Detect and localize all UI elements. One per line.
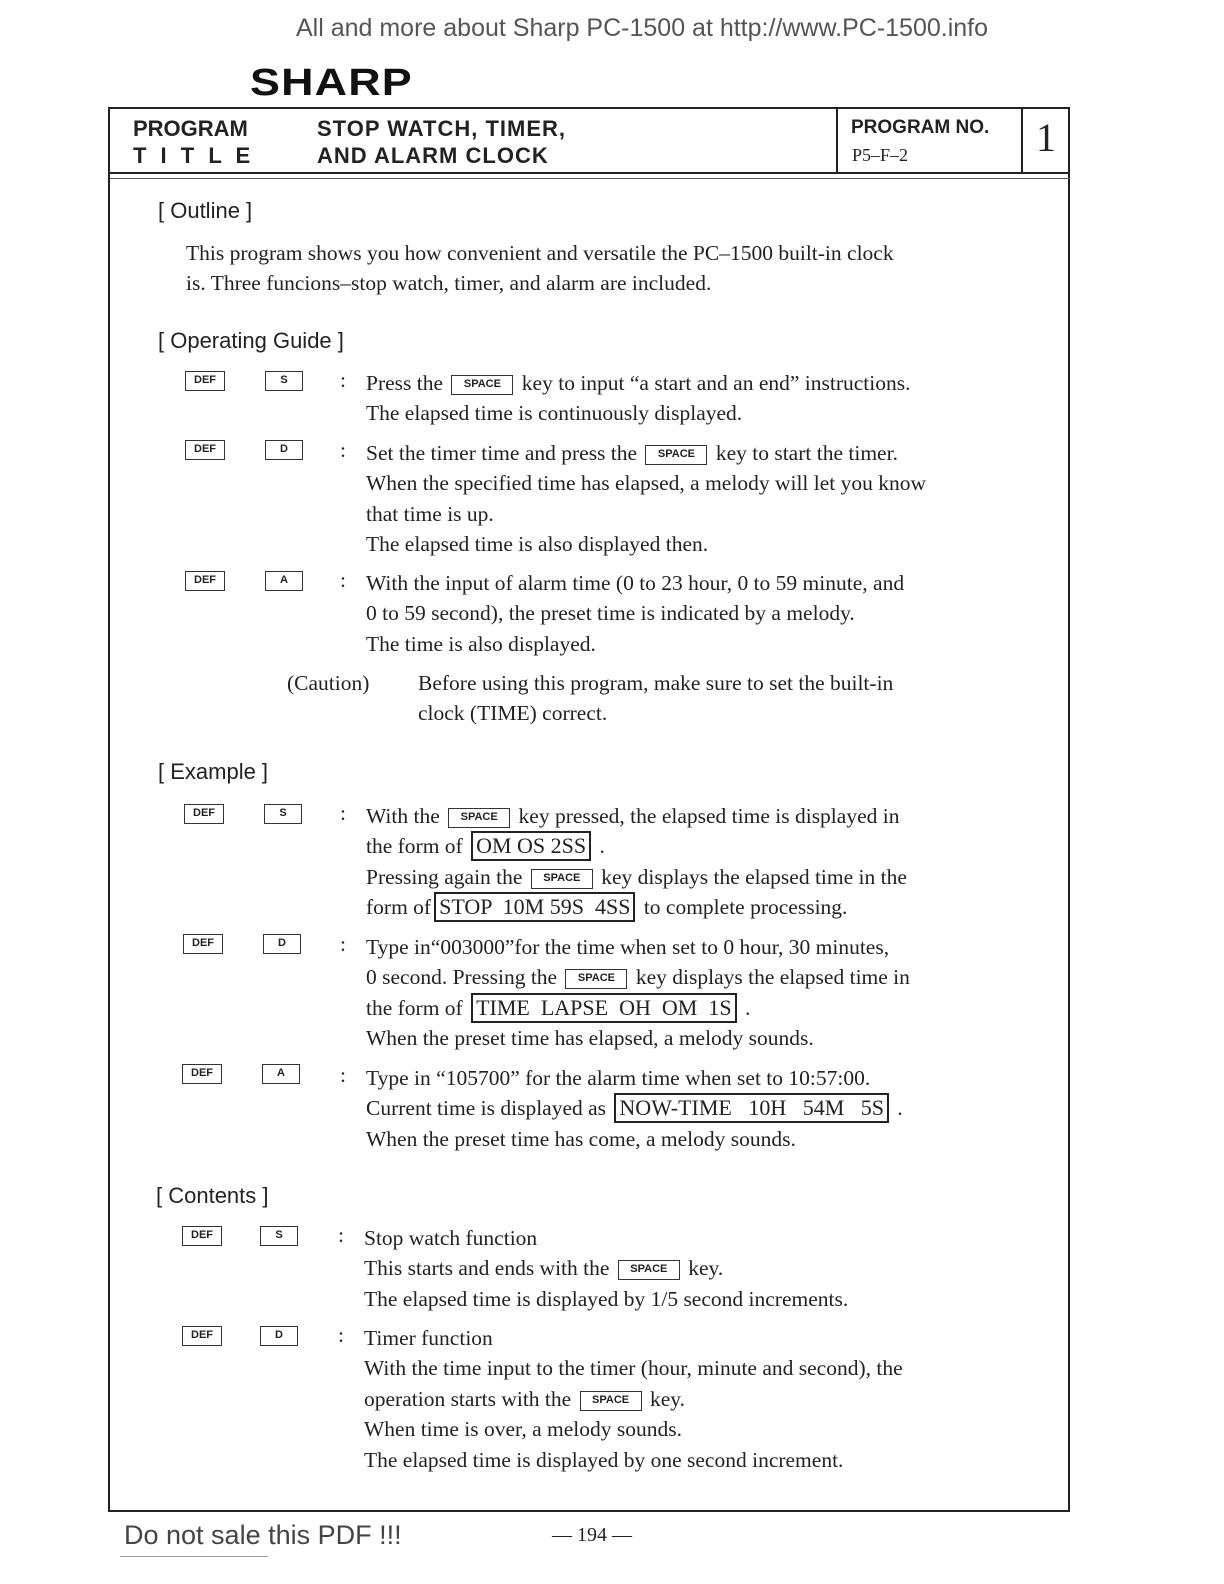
text: key. xyxy=(688,1256,724,1281)
program-code: P5–F–2 xyxy=(852,145,909,165)
text: the form of xyxy=(366,995,463,1020)
text: Stop watch function xyxy=(364,1226,538,1250)
text: When the preset time has come, a melody sounds. xyxy=(366,1126,796,1151)
example-heading: [ Example ] xyxy=(158,759,269,784)
example-keys-d xyxy=(183,934,223,954)
caution-label: (Caution) xyxy=(287,671,370,695)
text: The elapsed time is also displayed then. xyxy=(366,532,709,557)
guide-key-a-wrap xyxy=(265,571,303,591)
outline-line2: is. Three funcions–stop watch, timer, and alarm are included. xyxy=(186,271,712,295)
guide-keys-s xyxy=(185,371,225,391)
contents-key-s-wrap xyxy=(260,1226,298,1246)
colon: : xyxy=(340,368,346,392)
text: With the time input to the timer (hour, minute and second), the xyxy=(364,1356,903,1381)
program-title-line2: AND ALARM CLOCK xyxy=(317,143,549,168)
def-key: DEF xyxy=(182,1326,222,1346)
colon: : xyxy=(340,932,346,956)
space-key: SPACE xyxy=(618,1260,680,1280)
def-key: DEF xyxy=(183,934,223,954)
display-readout: NOW-TIME 10H 54M 5S xyxy=(614,1093,889,1123)
display-readout: TIME LAPSE OH OM 1S xyxy=(471,993,736,1023)
text: The elapsed time is continuously displayed. xyxy=(366,401,743,426)
s-key: S xyxy=(264,804,302,824)
space-key: SPACE xyxy=(645,445,707,465)
text: 0 to 59 second), the preset time is indicated by a melody. xyxy=(366,601,855,626)
contents-d-desc xyxy=(364,1323,1024,1475)
contents-keys-s xyxy=(182,1226,222,1246)
colon: : xyxy=(340,438,346,462)
space-key: SPACE xyxy=(451,375,513,395)
text: Set the timer time and press the xyxy=(366,441,638,465)
text: operation starts with the xyxy=(364,1386,572,1411)
footer-underline xyxy=(120,1556,268,1557)
def-key: DEF xyxy=(185,440,225,460)
header-col-divider xyxy=(1021,109,1023,172)
page-number: — 194 — xyxy=(552,1524,632,1546)
example-d-desc xyxy=(366,932,1026,1054)
def-key: DEF xyxy=(185,571,225,591)
def-key: DEF xyxy=(182,1226,222,1246)
program-number: 1 xyxy=(1036,115,1056,160)
text: key displays the elapsed time in the xyxy=(601,864,907,889)
text: 0 second. Pressing the xyxy=(366,965,558,990)
guide-s-desc xyxy=(366,368,1026,429)
example-a-desc xyxy=(366,1063,1026,1154)
program-title-line1: STOP WATCH, TIMER, xyxy=(317,116,567,141)
guide-keys-d xyxy=(185,440,225,460)
outline-line1: This program shows you how convenient and versatile the PC–1500 built-in clock xyxy=(186,241,894,265)
text: form of xyxy=(366,895,432,920)
text: to complete processing. xyxy=(643,895,848,920)
display-readout: OM OS 2SS xyxy=(471,831,591,861)
header-divider xyxy=(110,172,1070,174)
text: Timer function xyxy=(364,1326,493,1350)
example-keys-a xyxy=(182,1064,222,1084)
example-s-desc xyxy=(366,801,1026,923)
text: key displays the elapsed time in xyxy=(635,965,910,990)
program-no-label: PROGRAM NO. xyxy=(851,117,990,138)
text: key pressed, the elapsed time is displayed in xyxy=(518,804,900,828)
contents-s-desc xyxy=(364,1223,1024,1314)
colon: : xyxy=(338,1323,344,1347)
text: This starts and ends with the xyxy=(364,1256,610,1281)
text: that time is up. xyxy=(366,501,494,526)
text: Type in “105700” for the alarm time when set to 10:57:00. xyxy=(366,1066,871,1090)
title-label: T I T L E xyxy=(133,143,255,168)
guide-d-desc xyxy=(366,438,1026,560)
a-key: A xyxy=(262,1064,300,1084)
text: Pressing again the xyxy=(366,864,523,889)
s-key: S xyxy=(260,1226,298,1246)
footer-note: Do not sale this PDF !!! xyxy=(124,1520,402,1550)
text: key. xyxy=(649,1386,685,1411)
def-key: DEF xyxy=(184,804,224,824)
text: When the specified time has elapsed, a melody will let you know xyxy=(366,471,927,496)
text: . xyxy=(897,1096,903,1121)
text: The time is also displayed. xyxy=(366,631,596,656)
sharp-logo: SHARP xyxy=(250,62,413,104)
text: key to start the timer. xyxy=(715,441,898,465)
text: the form of xyxy=(366,834,463,859)
text: The elapsed time is displayed by 1/5 second increments. xyxy=(364,1286,849,1311)
space-key: SPACE xyxy=(531,869,593,889)
outline-heading: [ Outline ] xyxy=(158,198,253,223)
contents-key-d-wrap xyxy=(260,1326,298,1346)
colon: : xyxy=(340,801,346,825)
operating-guide-heading: [ Operating Guide ] xyxy=(158,328,344,353)
text: Current time is displayed as xyxy=(366,1096,607,1121)
example-keys-s xyxy=(184,804,224,824)
text: Press the xyxy=(366,371,444,395)
text: When the preset time has elapsed, a melody sounds. xyxy=(366,1026,814,1051)
space-key: SPACE xyxy=(580,1391,642,1411)
d-key: D xyxy=(260,1326,298,1346)
example-key-a-wrap xyxy=(262,1064,300,1084)
program-label: PROGRAM xyxy=(133,116,248,141)
display-readout: STOP 10M 59S 4SS xyxy=(434,892,635,922)
text: Type in“003000”for the time when set to 0 hour, 30 minutes, xyxy=(366,935,890,959)
site-note: All and more about Sharp PC-1500 at http://www.PC-1500.info xyxy=(295,14,989,42)
guide-keys-a xyxy=(185,571,225,591)
def-key: DEF xyxy=(182,1064,222,1084)
contents-heading: [ Contents ] xyxy=(156,1183,269,1208)
text: With the input of alarm time (0 to 23 hour, 0 to 59 minute, and xyxy=(366,571,905,595)
text: When time is over, a melody sounds. xyxy=(364,1417,682,1442)
caution-line1: Before using this program, make sure to set the built-in xyxy=(418,671,894,695)
guide-a-desc xyxy=(366,568,1026,659)
caution-line2: clock (TIME) correct. xyxy=(418,701,608,725)
guide-key-s-wrap xyxy=(265,371,303,391)
text: With the xyxy=(366,804,440,828)
colon: : xyxy=(340,1063,346,1087)
header-divider-thin xyxy=(110,178,1070,179)
colon: : xyxy=(340,568,346,592)
colon: : xyxy=(338,1223,344,1247)
text: key to input “a start and an end” instructions. xyxy=(521,371,911,395)
s-key: S xyxy=(265,371,303,391)
d-key: D xyxy=(263,934,301,954)
contents-keys-d xyxy=(182,1326,222,1346)
example-key-s-wrap xyxy=(264,804,302,824)
d-key: D xyxy=(265,440,303,460)
space-key: SPACE xyxy=(565,969,627,989)
space-key: SPACE xyxy=(448,808,510,828)
header-col-divider xyxy=(836,109,838,172)
text: . xyxy=(744,995,751,1020)
text: The elapsed time is displayed by one second increment. xyxy=(364,1447,844,1472)
def-key: DEF xyxy=(185,371,225,391)
text: . xyxy=(599,834,605,859)
example-key-d-wrap xyxy=(263,934,301,954)
guide-key-d-wrap xyxy=(265,440,303,460)
a-key: A xyxy=(265,571,303,591)
